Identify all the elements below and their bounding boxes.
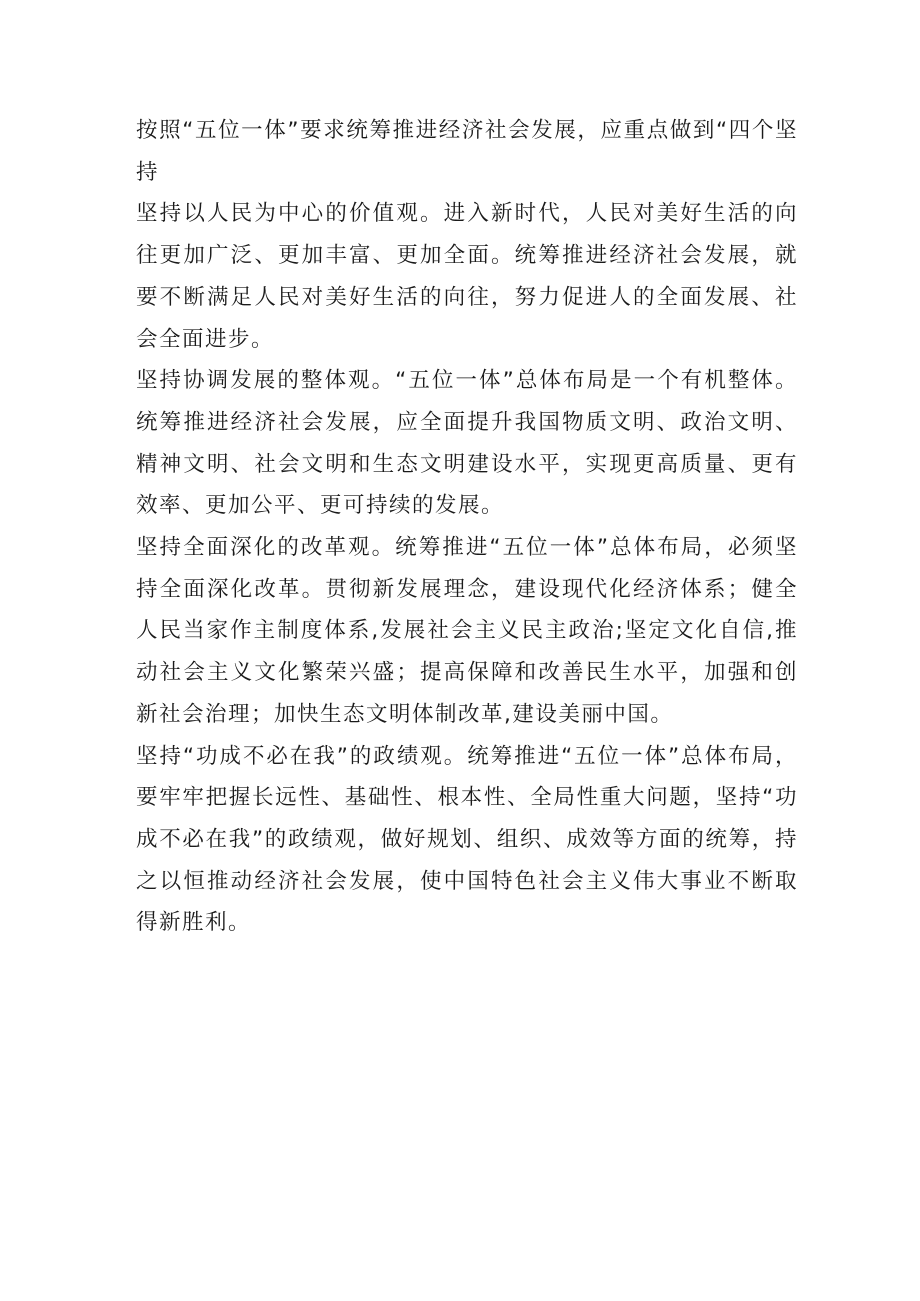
document-body bbox=[136, 110, 798, 944]
paragraph-people-centered: 坚持以人民为中心的价值观。进入新时代，人民对美好生活的向往更加广泛、更加丰富、更加全面。统筹推进经济社会发展，就要不断满足人民对美好生活的向往，努力促进人的全面发展、社会全面进步。 bbox=[136, 201, 798, 352]
paragraph-coordinated-development: 坚持协调发展的整体观。“五位一体”总体布局是一个有机整体。统筹推进经济社会发展，应全面提升我国物质文明、政治文明、精神文明、社会文明和生态文明建设水平，实现更高质量、更有效率、更加公平、更可持续的发展。 bbox=[136, 368, 798, 519]
paragraph-performance-view: 坚持“功成不必在我”的政绩观。统筹推进“五位一体”总体布局，要牢牢把握长远性、基础性、根本性、全局性重大问题，坚持“功成不必在我”的政绩观，做好规划、组织、成效等方面的统筹，持之以恒推动经济社会发展，使中国特色社会主义伟大事业不断取得新胜利。 bbox=[136, 743, 798, 936]
heading-paragraph: 按照“五位一体”要求统筹推进经济社会发展，应重点做到“四个坚持 bbox=[136, 118, 798, 185]
paragraph-deepening-reform: 坚持全面深化的改革观。统筹推进“五位一体”总体布局，必须坚持全面深化改革。贯彻新发展理念，建设现代化经济体系；健全人民当家作主制度体系,发展社会主义民主政治;坚定文化自信,推动社会主义文化繁荣兴盛；提高保障和改善民生水平，加强和创新社会治理；加快生态文明体制改革,建设美丽中国。 bbox=[136, 535, 798, 727]
